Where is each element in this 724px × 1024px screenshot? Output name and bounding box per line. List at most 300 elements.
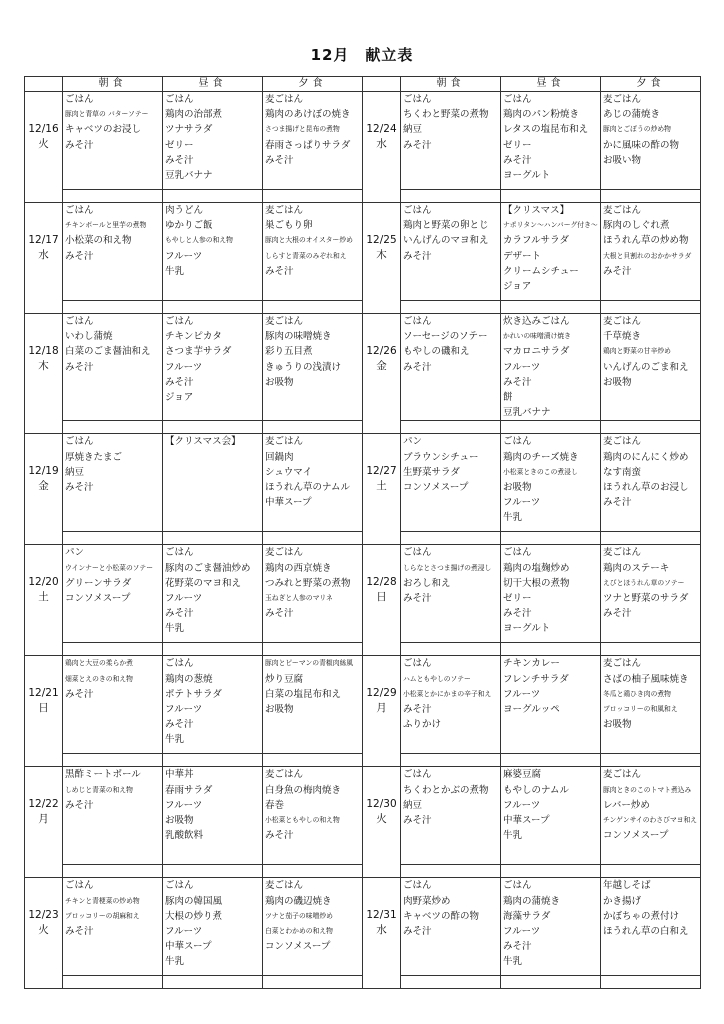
dish-item: ごはん bbox=[403, 205, 432, 216]
dish-item: ツナと野菜のサラダ bbox=[603, 592, 689, 604]
breakfast-cell bbox=[401, 203, 501, 301]
dish-item: 花野菜のマヨ和え bbox=[165, 577, 242, 589]
lunch-cell bbox=[501, 878, 601, 976]
breakfast-cell bbox=[401, 434, 501, 532]
dish-item: 牛乳 bbox=[503, 830, 523, 842]
date-cell bbox=[25, 314, 63, 434]
dish-item: 麦ごはん bbox=[603, 769, 642, 781]
dish-item: 冬瓜と鶏ひき肉の煮物 bbox=[603, 689, 671, 698]
date-label: 12/30 bbox=[366, 798, 397, 811]
dish-item: みそ汁 bbox=[65, 250, 94, 262]
dish-item: みそ汁 bbox=[165, 608, 194, 620]
dish-item: フルーツ bbox=[165, 592, 203, 604]
dish-item: 鶏肉の磯辺焼き bbox=[265, 895, 332, 907]
lunch-cell bbox=[163, 92, 263, 190]
dish-item: ごはん bbox=[503, 436, 532, 448]
spacer-cell bbox=[163, 301, 263, 314]
day-label: 水 bbox=[376, 924, 387, 937]
dish-item: チンゲンサイのわさびマヨ和え bbox=[603, 815, 698, 824]
date-label: 12/22 bbox=[28, 798, 59, 811]
dish-item: 肉うどん bbox=[165, 205, 204, 216]
breakfast-cell bbox=[63, 434, 163, 532]
dish-item: フルーツ bbox=[503, 361, 541, 373]
dish-item: 海藻サラダ bbox=[503, 910, 551, 922]
dish-item: ゼリー bbox=[165, 139, 194, 151]
date-label: 12/16 bbox=[28, 123, 59, 135]
dish-item: フルーツ bbox=[503, 799, 541, 811]
date-cell bbox=[363, 203, 401, 314]
dish-item: 彩り五目煮 bbox=[265, 346, 313, 358]
lunch-cell bbox=[501, 434, 601, 532]
dish-item: 牛乳 bbox=[165, 623, 185, 635]
dish-item: 豚肉の味噌焼き bbox=[265, 331, 332, 343]
dish-item: 畑菜とえのきの和え物 bbox=[65, 674, 133, 683]
spacer-cell bbox=[263, 190, 363, 203]
dish-item: 麦ごはん bbox=[265, 94, 304, 105]
dish-item: ツナサラダ bbox=[165, 124, 213, 136]
lunch-cell bbox=[163, 878, 263, 976]
dish-item: おろし和え bbox=[403, 577, 451, 589]
dish-item: ブロッコリーの胡麻和え bbox=[65, 911, 140, 920]
dish-item: なす南蛮 bbox=[603, 466, 642, 478]
dish-item: 鶏肉と野菜の甘辛炒め bbox=[603, 347, 671, 356]
dish-item: 納豆 bbox=[403, 799, 423, 811]
dish-item: 豚肉のしぐれ煮 bbox=[603, 220, 670, 232]
dish-item: ゼリー bbox=[503, 139, 532, 151]
dish-item: チキンボールと里芋の煮物 bbox=[65, 221, 147, 230]
day-label: 木 bbox=[38, 360, 49, 372]
dish-item: みそ汁 bbox=[265, 830, 294, 842]
dinner-cell bbox=[601, 434, 701, 532]
dish-item: ごはん bbox=[165, 547, 194, 559]
dinner-cell bbox=[601, 203, 701, 301]
dish-item: かに風味の酢の物 bbox=[603, 139, 680, 151]
spacer-cell bbox=[63, 421, 163, 434]
spacer-cell bbox=[401, 532, 501, 545]
dish-item: コンソメスープ bbox=[403, 481, 469, 493]
spacer-cell bbox=[601, 190, 701, 203]
dish-item: 【クリスマス会】 bbox=[165, 436, 241, 448]
menu-row bbox=[25, 203, 701, 301]
date-label: 12/27 bbox=[366, 465, 397, 478]
dish-item: みそ汁 bbox=[403, 250, 432, 262]
spacer-cell bbox=[63, 754, 163, 767]
day-label: 月 bbox=[376, 702, 387, 715]
dish-item: 白菜の塩昆布和え bbox=[265, 688, 342, 700]
dinner-cell bbox=[263, 545, 363, 643]
dish-item: 白身魚の梅肉焼き bbox=[265, 784, 342, 796]
date-cell bbox=[363, 92, 401, 203]
header-breakfast: 朝食 bbox=[63, 77, 163, 92]
dish-item: 大根の炒り煮 bbox=[165, 910, 223, 922]
dish-item: 大根と貝割れのおかかサラダ bbox=[603, 251, 692, 260]
dish-item: 鶏肉の葱焼 bbox=[165, 673, 213, 685]
dish-item: かき揚げ bbox=[603, 895, 642, 907]
lunch-cell bbox=[163, 656, 263, 754]
dish-item: チキンピカタ bbox=[165, 331, 222, 343]
dish-item: さつま芋サラダ bbox=[165, 346, 232, 358]
date-cell bbox=[363, 314, 401, 434]
menu-row bbox=[25, 656, 701, 754]
day-label: 木 bbox=[376, 249, 387, 261]
dish-item: 春雨さっぱりサラダ bbox=[265, 139, 351, 151]
dish-item: 牛乳 bbox=[165, 734, 185, 746]
dish-item: 牛乳 bbox=[165, 265, 185, 277]
day-label: 日 bbox=[38, 702, 49, 715]
dish-item: ごはん bbox=[165, 880, 194, 892]
dish-item: ほうれん草の炒め物 bbox=[603, 235, 689, 247]
date-label: 12/31 bbox=[366, 909, 397, 922]
spacer-cell bbox=[163, 190, 263, 203]
dish-item: 炒り豆腐 bbox=[265, 673, 304, 685]
dish-item: 黒酢ミートボール bbox=[65, 769, 141, 781]
lunch-cell bbox=[501, 656, 601, 754]
dish-item: レバー炒め bbox=[603, 799, 650, 811]
spacer-cell bbox=[401, 421, 501, 434]
dinner-cell bbox=[601, 767, 701, 865]
spacer-cell bbox=[601, 976, 701, 989]
dish-item: えびとほうれん草のソテー bbox=[603, 578, 685, 587]
dish-item: ちくわとかぶの煮物 bbox=[403, 784, 489, 796]
dish-item: みそ汁 bbox=[403, 703, 432, 715]
dish-item: ごはん bbox=[65, 94, 94, 105]
day-label: 土 bbox=[38, 591, 49, 604]
dish-item: 小松菜とかにかまの辛子和え bbox=[403, 689, 492, 698]
spacer-cell bbox=[163, 643, 263, 656]
dish-item: 炊き込みごはん bbox=[503, 316, 570, 327]
dish-item: カラフルサラダ bbox=[503, 235, 570, 247]
date-cell bbox=[363, 878, 401, 989]
dish-item: 麦ごはん bbox=[603, 94, 642, 105]
dish-item: 豚肉と大根のオイスター炒め bbox=[265, 236, 353, 245]
dish-item: 豚肉とピーマンの青椒肉絲風 bbox=[265, 659, 354, 668]
spacer-cell bbox=[501, 190, 601, 203]
spacer-cell bbox=[163, 532, 263, 545]
dish-item: みそ汁 bbox=[603, 265, 632, 277]
dish-item: 鶏肉の蒲焼き bbox=[503, 895, 561, 907]
breakfast-cell bbox=[63, 545, 163, 643]
breakfast-cell bbox=[63, 314, 163, 421]
dish-item: お吸物 bbox=[603, 376, 632, 388]
spacer-cell bbox=[263, 301, 363, 314]
dish-item: 鶏肉の西京焼き bbox=[265, 562, 332, 574]
spacer-cell bbox=[163, 865, 263, 878]
dish-item: みそ汁 bbox=[503, 376, 532, 388]
breakfast-cell bbox=[401, 767, 501, 865]
spacer-cell bbox=[401, 754, 501, 767]
dish-item: ブラウンシチュー bbox=[403, 451, 479, 463]
dish-item: フルーツ bbox=[503, 925, 541, 937]
day-label: 日 bbox=[376, 591, 387, 604]
spacer-cell bbox=[263, 754, 363, 767]
dish-item: みそ汁 bbox=[403, 361, 432, 373]
dinner-cell bbox=[263, 92, 363, 190]
dish-item: 麦ごはん bbox=[265, 547, 304, 559]
dish-item: パン bbox=[65, 547, 85, 559]
date-cell bbox=[25, 767, 63, 878]
dish-item: 納豆 bbox=[65, 466, 85, 478]
dish-item: 牛乳 bbox=[503, 956, 523, 968]
dish-item: フルーツ bbox=[165, 250, 203, 262]
spacer-cell bbox=[263, 865, 363, 878]
dish-item: みそ汁 bbox=[403, 925, 432, 937]
menu-row bbox=[25, 878, 701, 976]
dish-item: 鶏肉のあけぼの焼き bbox=[265, 109, 351, 121]
date-label: 12/24 bbox=[366, 123, 397, 135]
dish-item: ゆかりご飯 bbox=[165, 220, 213, 232]
breakfast-cell bbox=[401, 656, 501, 754]
spacer-cell bbox=[163, 754, 263, 767]
breakfast-cell bbox=[401, 878, 501, 976]
date-label: 12/21 bbox=[28, 687, 59, 700]
spacer-cell bbox=[263, 532, 363, 545]
spacer-cell bbox=[401, 643, 501, 656]
dish-item: もやしのナムル bbox=[503, 784, 570, 796]
breakfast-cell bbox=[63, 92, 163, 190]
dish-item: 鶏肉のステーキ bbox=[603, 562, 670, 574]
breakfast-cell bbox=[63, 878, 163, 976]
day-label: 月 bbox=[38, 813, 49, 826]
day-label: 火 bbox=[38, 924, 49, 937]
dish-item: もやしの磯和え bbox=[403, 346, 470, 358]
day-label: 金 bbox=[376, 360, 387, 372]
dish-item: 納豆 bbox=[403, 124, 423, 136]
spacer-cell bbox=[401, 301, 501, 314]
spacer-cell bbox=[501, 301, 601, 314]
dish-item: みそ汁 bbox=[165, 719, 194, 731]
dish-item: ブロッコリーの和風和え bbox=[603, 704, 678, 713]
dish-item: みそ汁 bbox=[65, 688, 94, 700]
menu-row bbox=[25, 314, 701, 421]
dish-item: ほうれん草のナムル bbox=[265, 481, 351, 493]
dish-item: 麦ごはん bbox=[603, 205, 642, 216]
dish-item: チキンカレー bbox=[503, 658, 560, 670]
dinner-cell bbox=[263, 767, 363, 865]
dish-item: 牛乳 bbox=[165, 956, 185, 968]
spacer-cell bbox=[601, 421, 701, 434]
dish-item: みそ汁 bbox=[65, 361, 94, 373]
dish-item: クリームシチュー bbox=[503, 265, 579, 277]
dish-item: 豆乳バナナ bbox=[165, 169, 213, 181]
dish-item: 麦ごはん bbox=[603, 436, 642, 448]
dish-item: コンソメスープ bbox=[265, 941, 331, 953]
spacer-cell bbox=[263, 643, 363, 656]
dish-item: キャベツのお浸し bbox=[65, 124, 142, 136]
dish-item: フルーツ bbox=[165, 703, 203, 715]
dish-item: 中華丼 bbox=[165, 769, 194, 781]
dish-item: ヨーグルッペ bbox=[503, 703, 560, 715]
dish-item: 麦ごはん bbox=[265, 769, 304, 781]
date-label: 12/28 bbox=[366, 576, 397, 589]
day-label: 火 bbox=[376, 813, 387, 826]
lunch-cell bbox=[501, 203, 601, 301]
dish-item: しらなとさつま揚げの煮浸し bbox=[403, 563, 492, 572]
day-label: 土 bbox=[376, 480, 387, 493]
menu-body bbox=[25, 92, 701, 989]
dish-item: フルーツ bbox=[503, 497, 541, 509]
spacer-cell bbox=[501, 532, 601, 545]
dish-item: お吸物 bbox=[603, 719, 632, 731]
date-label: 12/26 bbox=[366, 345, 397, 357]
dish-item: シュウマイ bbox=[265, 466, 313, 478]
dish-item: お吸物 bbox=[265, 703, 294, 715]
lunch-cell bbox=[163, 545, 263, 643]
dinner-cell bbox=[263, 314, 363, 421]
dish-item: お吸物 bbox=[503, 481, 532, 493]
breakfast-cell bbox=[63, 656, 163, 754]
dish-item: 麦ごはん bbox=[265, 880, 304, 892]
day-label: 水 bbox=[38, 249, 49, 261]
dish-item: 鶏肉のパン粉焼き bbox=[503, 109, 580, 121]
date-label: 12/25 bbox=[366, 234, 397, 246]
dish-item: さばの柚子風味焼き bbox=[603, 673, 689, 685]
dish-item: ごはん bbox=[165, 94, 194, 105]
dish-item: 麦ごはん bbox=[603, 316, 642, 327]
dish-item: 豚肉の韓国風 bbox=[165, 895, 223, 907]
date-cell bbox=[25, 545, 63, 656]
dish-item: ほうれん草の白和え bbox=[603, 925, 689, 937]
breakfast-cell bbox=[401, 314, 501, 421]
dish-item: ごはん bbox=[403, 94, 432, 105]
dish-item: 千草焼き bbox=[603, 331, 642, 343]
dinner-cell bbox=[601, 656, 701, 754]
dish-item: 春巻 bbox=[265, 799, 285, 811]
dish-item: みそ汁 bbox=[503, 941, 532, 953]
dish-item: 麦ごはん bbox=[265, 316, 304, 327]
dish-item: みそ汁 bbox=[265, 265, 294, 277]
menu-row bbox=[25, 92, 701, 190]
dish-item: フルーツ bbox=[165, 799, 203, 811]
header-breakfast: 朝食 bbox=[401, 77, 501, 92]
dish-item: マカロニサラダ bbox=[503, 346, 570, 358]
dish-item: コンソメスープ bbox=[65, 592, 131, 604]
dish-item: みそ汁 bbox=[165, 154, 194, 166]
dish-item: みそ汁 bbox=[165, 376, 194, 388]
lunch-cell bbox=[501, 545, 601, 643]
dish-item: 中華スープ bbox=[265, 497, 312, 509]
dish-item: 【クリスマス】 bbox=[503, 205, 570, 216]
lunch-cell bbox=[501, 767, 601, 865]
date-cell bbox=[25, 656, 63, 767]
dish-item: しめじと青菜の和え物 bbox=[65, 785, 133, 794]
dish-item: 豚肉と青草の バターソテー bbox=[65, 110, 149, 119]
lunch-cell bbox=[163, 203, 263, 301]
spacer-cell bbox=[163, 421, 263, 434]
dish-item: ウインナーと小松菜のソテー bbox=[65, 563, 154, 572]
spacer-cell bbox=[501, 865, 601, 878]
dish-item: 麻婆豆腐 bbox=[503, 769, 542, 781]
menu-row bbox=[25, 434, 701, 532]
dish-item: 年越しそば bbox=[603, 880, 651, 892]
dish-item: みそ汁 bbox=[403, 592, 432, 604]
dish-item: ヨーグルト bbox=[503, 169, 551, 181]
dish-item: みそ汁 bbox=[65, 925, 94, 937]
dinner-cell bbox=[601, 314, 701, 421]
header-dinner: 夕食 bbox=[263, 77, 363, 92]
dish-item: お吸物 bbox=[165, 814, 194, 826]
breakfast-cell bbox=[63, 767, 163, 865]
dish-item: ソーセージのソテー bbox=[403, 331, 488, 343]
dish-item: ふりかけ bbox=[403, 719, 442, 731]
lunch-cell bbox=[501, 92, 601, 190]
date-label: 12/23 bbox=[28, 909, 59, 922]
spacer-cell bbox=[501, 421, 601, 434]
lunch-cell bbox=[163, 314, 263, 421]
spacer-cell bbox=[601, 532, 701, 545]
dish-item: ごはん bbox=[403, 658, 432, 670]
header-lunch: 昼食 bbox=[163, 77, 263, 92]
dish-item: 鶏肉のチーズ焼き bbox=[503, 451, 579, 463]
page-title: 12月 献立表 bbox=[310, 46, 414, 64]
dish-item: しらすと青菜のみぞれ和え bbox=[265, 251, 347, 260]
date-cell bbox=[25, 92, 63, 203]
dish-item: いわし蒲焼 bbox=[65, 331, 113, 343]
dish-item: 牛乳 bbox=[503, 512, 523, 524]
dish-item: 白菜とわかめの和え物 bbox=[265, 926, 333, 935]
dinner-cell bbox=[601, 92, 701, 190]
lunch-cell bbox=[501, 314, 601, 421]
dish-item: お吸い物 bbox=[603, 154, 642, 166]
dish-item: ごはん bbox=[503, 547, 532, 559]
dish-item: ジョア bbox=[165, 391, 194, 403]
dish-item: みそ汁 bbox=[403, 814, 432, 826]
dinner-cell bbox=[263, 434, 363, 532]
dish-item: つみれと野菜の煮物 bbox=[265, 577, 351, 589]
date-label: 12/29 bbox=[366, 687, 397, 700]
date-label: 12/18 bbox=[28, 345, 59, 357]
date-label: 12/19 bbox=[28, 465, 59, 478]
dish-item: いんげんのごま和え bbox=[603, 361, 689, 373]
spacer-cell bbox=[63, 976, 163, 989]
spacer-cell bbox=[501, 754, 601, 767]
header-blank bbox=[363, 77, 401, 92]
date-label: 12/20 bbox=[28, 576, 59, 589]
dish-item: みそ汁 bbox=[65, 139, 94, 151]
header-lunch: 昼食 bbox=[501, 77, 601, 92]
dish-item: かぼちゃの煮付け bbox=[603, 910, 680, 922]
date-cell bbox=[363, 767, 401, 878]
header-dinner: 夕食 bbox=[601, 77, 701, 92]
spacer-cell bbox=[63, 865, 163, 878]
dish-item: ごはん bbox=[165, 658, 194, 670]
dish-item: 小松菜ときのこの煮浸し bbox=[503, 467, 578, 476]
dish-item: フルーツ bbox=[503, 688, 541, 700]
dish-item: 中華スープ bbox=[165, 941, 212, 953]
date-cell bbox=[25, 878, 63, 989]
dish-item: フルーツ bbox=[165, 361, 203, 373]
spacer-cell bbox=[601, 301, 701, 314]
dish-item: 麦ごはん bbox=[603, 658, 642, 670]
spacer-cell bbox=[263, 421, 363, 434]
spacer-cell bbox=[63, 301, 163, 314]
dinner-cell bbox=[263, 203, 363, 301]
dish-item: みそ汁 bbox=[503, 608, 532, 620]
dish-item: 小松菜ともやしの和え物 bbox=[265, 815, 340, 824]
date-label: 12/17 bbox=[28, 234, 59, 246]
dish-item: みそ汁 bbox=[603, 497, 632, 509]
spacer-cell bbox=[401, 976, 501, 989]
menu-row bbox=[25, 545, 701, 643]
dish-item: レタスの塩昆布和え bbox=[503, 124, 589, 136]
dish-item: ごはん bbox=[65, 205, 94, 216]
lunch-cell bbox=[163, 767, 263, 865]
dish-item: 鶏肉と野菜の卵とじ bbox=[403, 220, 489, 232]
dish-item: 餅 bbox=[503, 391, 513, 403]
header-blank bbox=[25, 77, 63, 92]
spacer-cell bbox=[263, 976, 363, 989]
dish-item: 豆乳バナナ bbox=[503, 407, 551, 419]
dish-item: 麦ごはん bbox=[265, 436, 304, 448]
